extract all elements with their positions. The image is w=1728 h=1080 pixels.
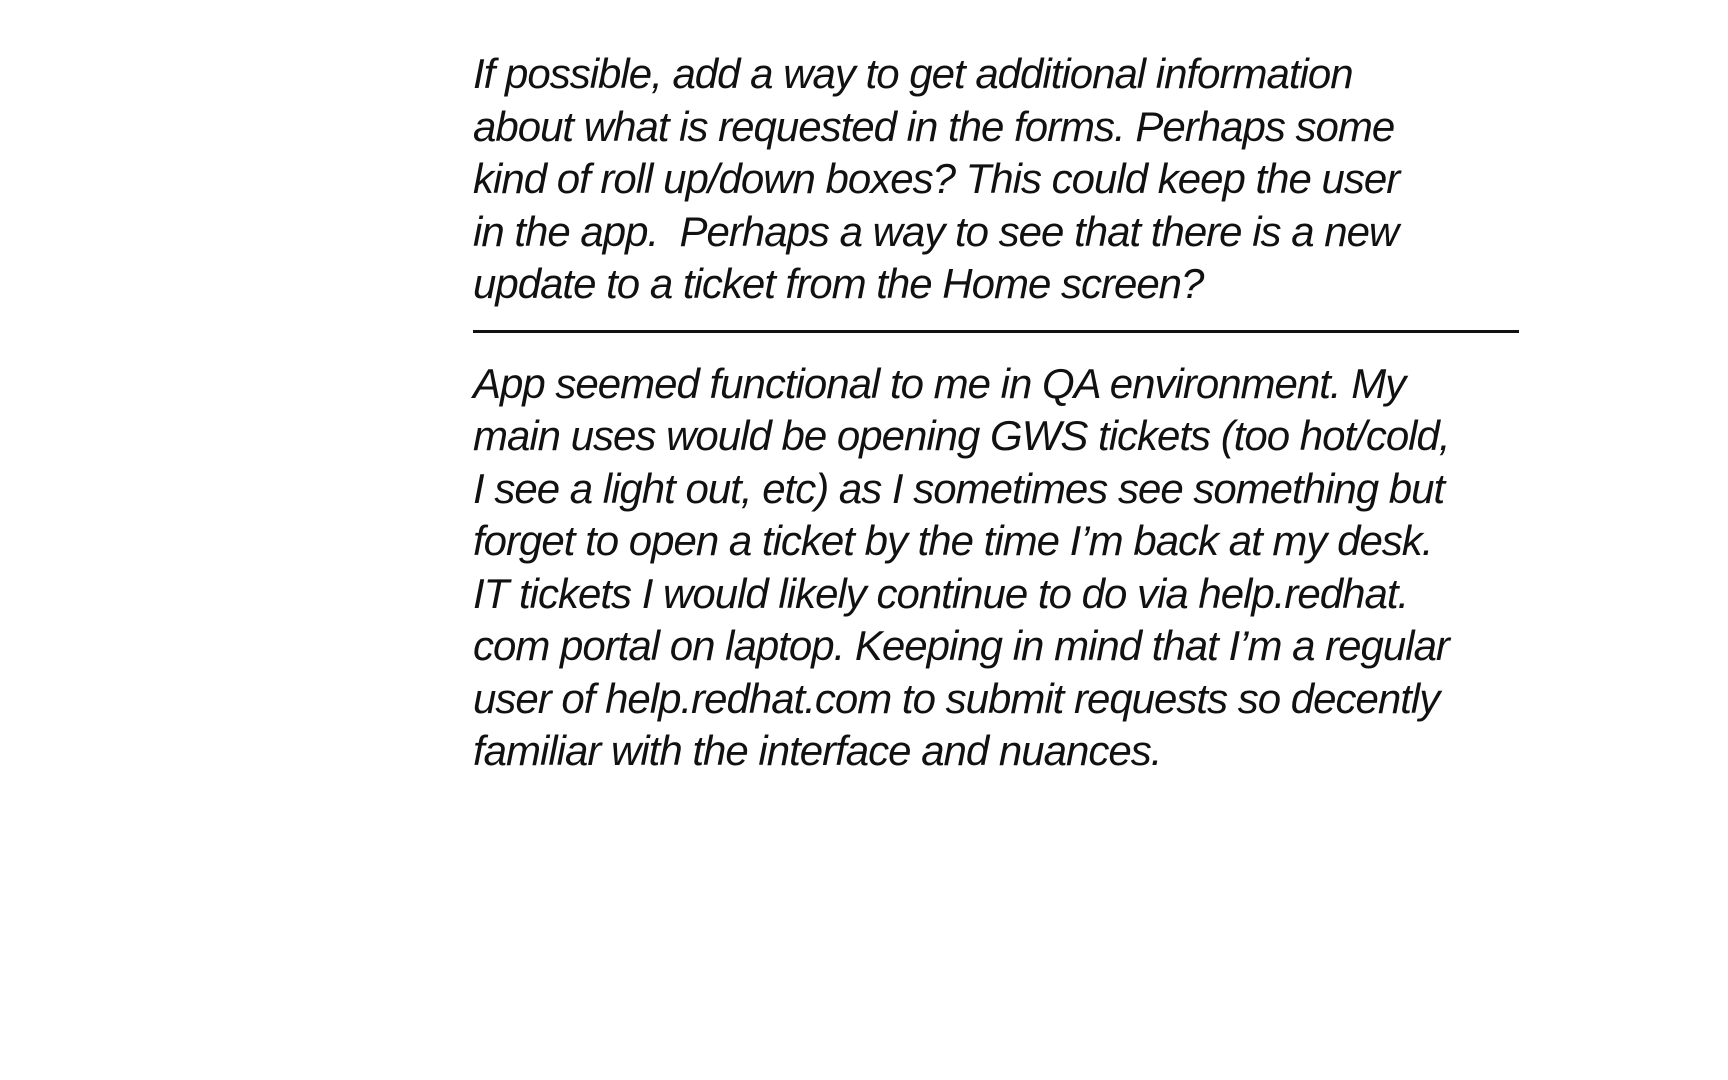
feedback-line: App seemed functional to me in QA environment. My (473, 359, 1406, 407)
feedback-line: com portal on laptop. Keeping in mind that I’m a regular (473, 622, 1449, 669)
feedback-quote-1 (473, 48, 1563, 311)
feedback-line: in the app. Perhaps a way to see that there is a new (473, 207, 1399, 255)
feedback-line: IT tickets I would likely continue to do via help.redhat. (473, 569, 1409, 617)
quote-divider (473, 330, 1519, 333)
feedback-line: user of help.redhat.com to submit requests so decently (473, 674, 1440, 722)
feedback-line: update to a ticket from the Home screen? (473, 260, 1204, 307)
feedback-line: If possible, add a way to get additional information (473, 50, 1353, 97)
feedback-line: familiar with the interface and nuances. (473, 727, 1162, 774)
feedback-line: kind of roll up/down boxes? This could keep the user (473, 155, 1400, 202)
feedback-line: forget to open a ticket by the time I’m back at my desk. (473, 517, 1433, 564)
feedback-line: about what is requested in the forms. Perhaps some (473, 102, 1395, 150)
feedback-line: main uses would be opening GWS tickets (too hot/cold, (473, 412, 1450, 459)
feedback-line: I see a light out, etc) as I sometimes see something but (473, 464, 1445, 512)
feedback-column (473, 48, 1563, 778)
feedback-quote-2 (473, 358, 1563, 778)
